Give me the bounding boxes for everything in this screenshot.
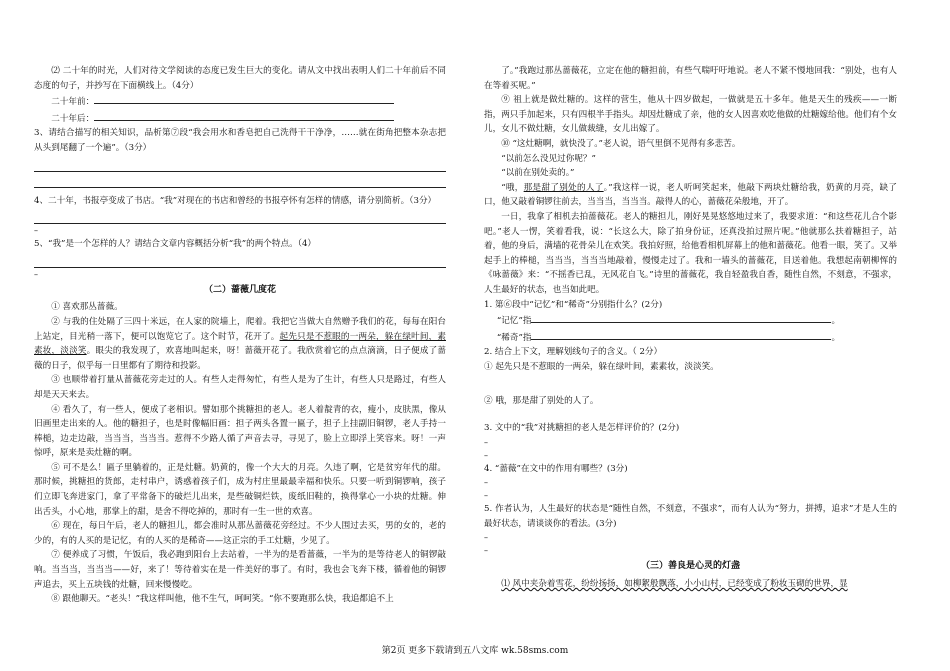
paragraph-1: ① 喜欢那丛蔷薇。 — [51, 302, 123, 313]
rarity-label: “稀奇”指 — [496, 332, 532, 343]
dash-mark: – — [484, 450, 488, 460]
paragraph-11-text-b: 。”我这样一说，老人听呵笑起来，他敲下两块灶糖给我，奶黄的月亮，缺了口，他又敲着铜锣往前去，当当当，当当当。敲得人的心，蔷薇花朵般地，开了。 — [484, 182, 897, 208]
paragraph-8-continued: 了。”我跑过那丛蔷薇花，立定在他的糖担前，有些气喘吁吁地说。老人不紧不慢地回我：“别处，也有人在等着买呢。” — [484, 66, 897, 91]
section-2-title: （二）蔷薇几度花 — [203, 284, 276, 295]
paragraph-11 — [484, 181, 897, 210]
dialogue-answer: “以前在别处卖的。” — [501, 168, 575, 179]
paragraph-7: ⑦ 便养成了习惯，午饭后，我必跑到阳台上去站着，一半为的是看蔷薇，一半为的是等待老人的铜锣敲响。当当当，当当当——好，来了！等待着实在是一件美好的事了。有时，我也会飞奔下楼，循着他的铜锣声追去，买上五块钱的灶糖，回来慢慢吃。 — [34, 550, 446, 590]
right-question-1: 1. 第⑥段中“记忆”和“稀奇”分别指什么？(2分) — [484, 299, 663, 310]
question-5: 5、“我”是一个怎样的人？请结合文章内容概括分析“我”的两个特点。（4） — [34, 239, 317, 250]
sentence-2: ② 哦，那是甜了别处的人了。 — [484, 396, 599, 407]
answer-before-label: 二十年前： — [51, 97, 95, 108]
paragraph-12: 一日，我拿了相机去拍蔷薇花。老人的糖担儿，刚好晃晃悠悠地过来了，我要求道：“和这些花儿合个影吧。”老人一愣，笑着看我，说：“长这么大，除了拍身份证，还真没拍过照片呢。”他就那么扶着糖担子，站着，他的身后，满墙的花骨朵儿在欢笑。我拍好照，给他看相机屏幕上的他和蔷薇花。他看一眼，笑了。又举起手上的棒槌，当当当，当当当地敲着，慢慢走过了。我和一墙头的蔷薇花，目送着他。我想起南朝柳恽的《咏蔷薇》来：“不摇香已乱，无风花自飞。”诗里的蔷薇花，我自轻盈我自香，随性自然，不刻意，不强求，人生最好的状态，也当如此吧。 — [484, 211, 897, 295]
rarity-answer-line[interactable] — [531, 329, 831, 340]
memory-answer-line[interactable] — [531, 312, 831, 323]
answer-line[interactable] — [34, 174, 446, 188]
answer-after-label: 二十年后： — [51, 113, 95, 124]
answer-line[interactable] — [34, 210, 446, 224]
rarity-answer-row — [484, 329, 897, 346]
paragraph-3: ③ 也顺带着打量从蔷薇花旁走过的人。有些人走得匆忙，有些人是为了生计，有些人只是路过，有些人却是天天来去。 — [34, 375, 446, 400]
answer-after-line[interactable] — [94, 110, 394, 121]
paragraph-10: ⑩ “这灶糖啊，就快没了。”老人说，语气里倒不见得有多悲苦。 — [501, 138, 741, 149]
answer-before-row — [34, 93, 446, 110]
paragraph-9: ⑨ 祖上就是做灶糖的。这样的营生，他从十四岁做起，一做就是五十多年。他是天生的残疾——一断指，两只手加起来，只有四根半手指头。却因灶糖成了亲，他的女人因喜欢吃他做的灶糖嫁给他。他们有个女儿，女儿不做灶糖，女儿做裁缝，女儿出嫁了。 — [484, 95, 897, 135]
wavy-underlined-text: ⑴ 风中夹杂着雪花，纷纷扬扬，如柳絮般飘落，小小山村，已经变成了粉妆玉砌的世界，显 — [501, 579, 848, 590]
underlined-sentence: 那是甜了别处的人了 — [523, 182, 604, 193]
answer-line[interactable] — [34, 158, 446, 172]
answer-after-row — [34, 110, 446, 127]
dash-mark: – — [484, 491, 488, 501]
period-mark: 。 — [831, 316, 841, 327]
memory-answer-row — [484, 312, 897, 329]
right-question-3: 3. 文中的“我”对挑糖担的老人是怎样评价的？(2分) — [484, 423, 680, 434]
dash-mark: – — [484, 437, 488, 447]
dialogue-question: “以前怎么没见过你呢？” — [501, 153, 596, 164]
answer-before-line[interactable] — [94, 93, 394, 104]
paragraph-2 — [34, 315, 446, 373]
question-2: ⑵ 二十年的时光，人们对待文学阅读的态度已发生巨大的变化。请从文中找出表明人们二十年前后不同态度的句子，并抄写在下面横线上。（4分） — [34, 66, 446, 91]
section-3-title: （三）善良是心灵的灯盏 — [640, 561, 740, 572]
page-footer: 第2页 更多下载请到五八文库 wk.58sms.com — [381, 646, 569, 656]
paragraph-4: ④ 看久了，有一些人，便成了老相识。譬如那个挑糖担的老人。老人着靛青的衣，瘦小，皮肤黑，像从旧画里走出来的人。他的糖担子，也是时像幅旧画：担子两头各置一匾子，担子上挂副旧铜锣，老人手持一棒槌，边走边敲，当当当，当当当。惹得不少路人循了声音去寻，寻见了，脸上立即浮上笑容来。呀！一声惊呼，原来是卖灶糖的啊。 — [34, 404, 446, 459]
underlined-sentence: 起先只是不惹眼的一两朵，躲在绿叶间，素素妆，淡淡笑 — [34, 331, 446, 357]
paragraph-5: ⑤ 可不是么！匾子里躺着的，正是灶糖。奶黄的，像一个大大的月亮。久违了啊，它是贫穷年代的甜。那时候，挑糖担的货郎，走村串户，诱惑着孩子们，成为村庄里最最幸福和快乐。只要一听到铜锣响，孩子们立即飞奔进家门，拿了平常备下的破烂儿出来，是些破铜烂铁，废纸旧鞋的，换得掌心一小块的灶糖。伸出舌头，小心地，那掌上的甜，是舍不得吃掉的，那时有一生一世的欢喜。 — [34, 462, 446, 517]
answer-line[interactable] — [34, 254, 446, 268]
paragraph-2-text-b: 。眼尖的我发现了，欢喜地叫起来，呀！蔷薇开花了。我欣赏着它的点点滴滴，日子便成了蔷薇的日子，似乎每一日里都有了期待和投影。 — [34, 346, 446, 371]
paragraph-2-text-a: ② 与我的住处隔了三四十米远，在人家的院墙上，爬着。我把它当做大自然赠予我们的花，每每在阳台上站定，目光稍一落下，便可以饱览它了。这个时节，花开了。 — [34, 316, 446, 342]
dash-mark: – — [34, 269, 38, 279]
section-3-paragraph-1 — [484, 577, 897, 592]
paragraph-8: ⑧ 跟他聊天。“老头！”我这样叫他，他不生气，呵呵笑。“你不要跑那么快，我追都追不上 — [51, 594, 394, 605]
right-question-5: 5. 作者认为，人生最好的状态是“随性自然，不刻意，不强求”，而有人认为“努力，拼搏，追求”才是人生的最好状态，请谈谈你的看法。(3分) — [484, 504, 897, 529]
memory-label: “记忆”指 — [496, 316, 532, 327]
dash-mark: – — [34, 226, 38, 236]
right-question-2: 2. 结合上下文，理解划线句子的含义。（ 2分） — [484, 347, 663, 358]
dash-mark: – — [484, 478, 488, 488]
period-mark: 。 — [831, 332, 841, 343]
dash-mark: – — [484, 533, 488, 543]
right-question-4: 4. “蔷薇”在文中的作用有哪些？(3分) — [484, 463, 628, 474]
sentence-1: ① 起先只是不惹眼的一两朵，躲在绿叶间，素素妆，淡淡笑。 — [484, 361, 719, 372]
left-column — [34, 64, 446, 607]
paragraph-6: ⑥ 现在，每日午后，老人的糖担儿，都会准时从那丛蔷薇花旁经过。不少人围过去买，男的女的，老的少的，有的人买的是记忆，有的人买的是稀奇——这正宗的手工灶糖，少见了。 — [34, 521, 446, 546]
question-3: 3、请结合描写的相关知识，品析第⑦段“我会用水和香皂把自己洗得干干净净，……就在街角把整本杂志把从头到尾翻了一个遍”。（3分） — [34, 128, 446, 153]
question-4: 4、二十年，书报亭变成了书店。“我”对现在的书店和曾经的书报亭怀有怎样的情感，请分别简析。（3分） — [34, 195, 437, 206]
right-column — [484, 64, 897, 592]
paragraph-11-text-a: “哦， — [501, 182, 524, 193]
dash-mark: – — [484, 546, 488, 556]
